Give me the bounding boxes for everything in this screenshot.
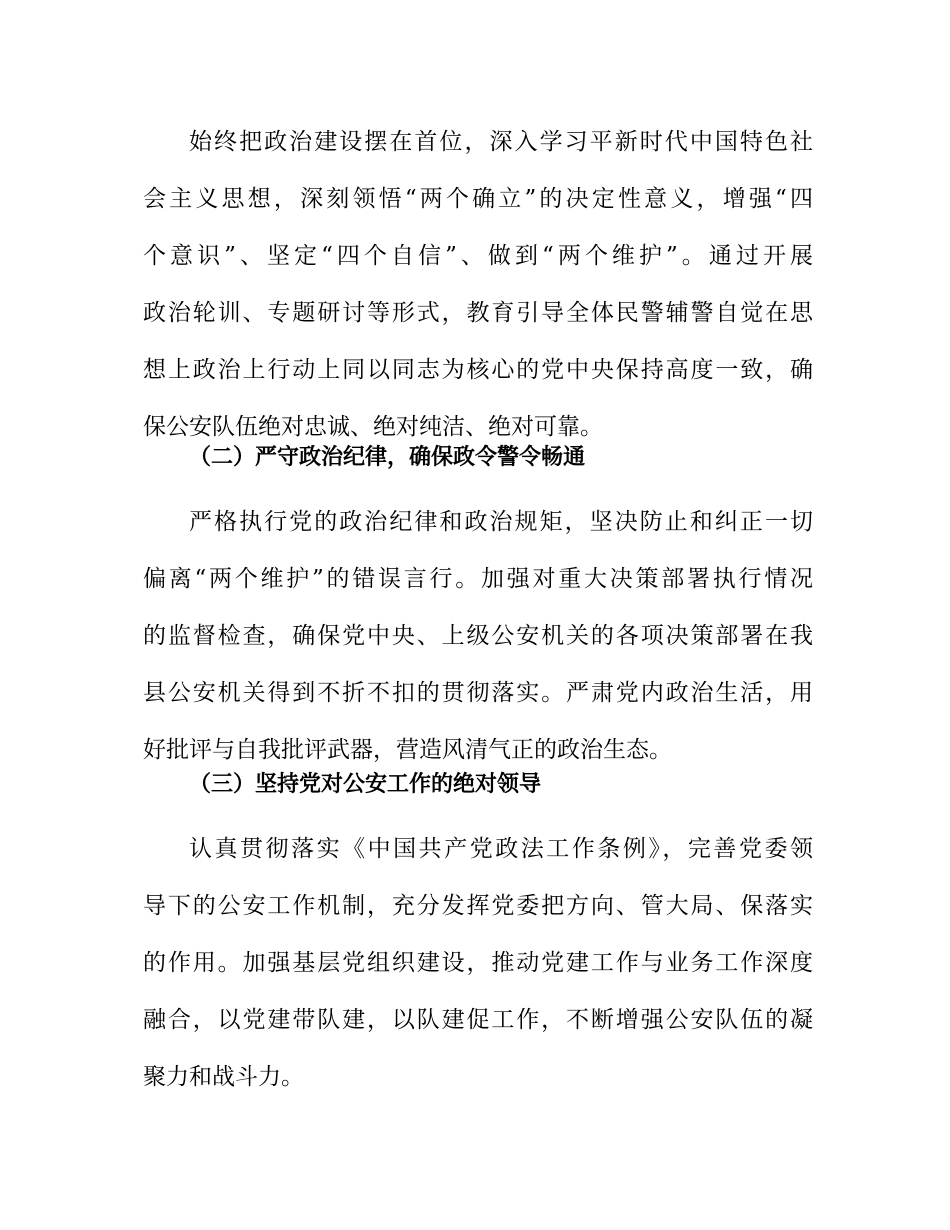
paragraph-line: 的监督检查，确保党中央、上级公安机关的各项决策部署在我 (143, 623, 813, 649)
paragraph-line: 想上政治上行动上同以同志为核心的党中央保持高度一致，确 (143, 357, 813, 383)
paragraph-political-building (143, 114, 813, 456)
paragraph-line: 政治轮训、专题研讨等形式，教育引导全体民警辅警自觉在思 (143, 300, 813, 326)
paragraph-line: 会主义思想，深刻领悟“两个确立”的决定性意义，增强“四 (143, 186, 813, 212)
paragraph-line: 个意识”、坚定“四个自信”、做到“两个维护”。通过开展 (143, 243, 813, 269)
paragraph-line: 好批评与自我批评武器，营造风清气正的政治生态。 (143, 737, 672, 763)
paragraph-line: 严格执行党的政治纪律和政治规矩，坚决防止和纠正一切 (189, 509, 813, 535)
paragraph-line: 导下的公安工作机制，充分发挥党委把方向、管大局、保落实 (143, 893, 813, 919)
paragraph-line: 始终把政治建设摆在首位，深入学习平新时代中国特色社 (189, 129, 813, 155)
paragraph-line: 认真贯彻落实《中国共产党政法工作条例》，完善党委领 (189, 836, 813, 862)
section-heading-3: （三）坚持党对公安工作的绝对领导 (189, 772, 542, 797)
paragraph-political-discipline (143, 494, 813, 779)
paragraph-line: 的作用。加强基层党组织建设，推动党建工作与业务工作深度 (143, 950, 813, 976)
section-heading-2: （二）严守政治纪律，确保政令警令畅通 (189, 445, 586, 470)
paragraph-line: 县公安机关得到不折不扣的贯彻落实。严肃党内政治生活，用 (143, 680, 813, 706)
paragraph-line: 偏离“两个维护”的错误言行。加强对重大决策部署执行情况 (143, 566, 813, 592)
paragraph-line: 保公安队伍绝对忠诚、绝对纯洁、绝对可靠。 (143, 414, 603, 440)
paragraph-line: 聚力和战斗力。 (143, 1064, 304, 1090)
paragraph-line: 融合，以党建带队建，以队建促工作，不断增强公安队伍的凝 (143, 1007, 813, 1033)
paragraph-party-leadership (143, 821, 813, 1106)
